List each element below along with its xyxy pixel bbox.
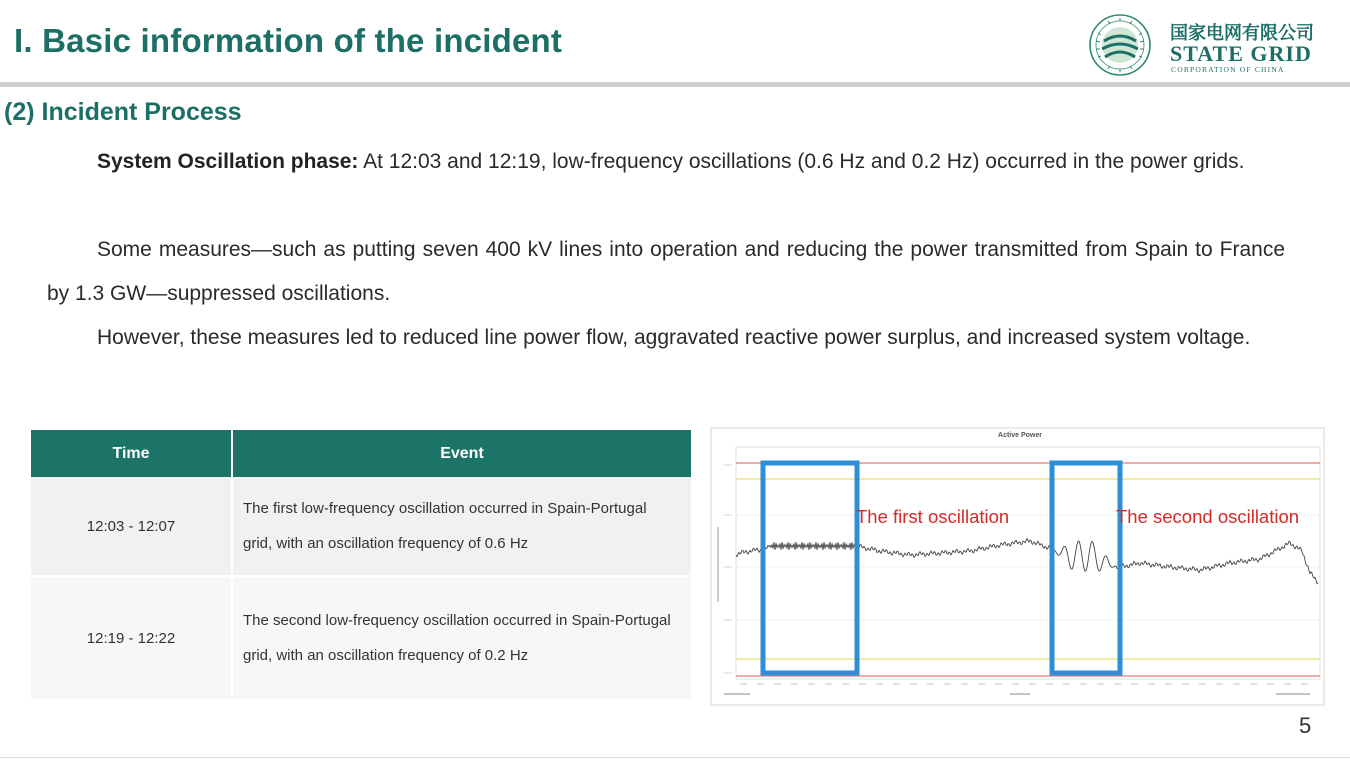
- paragraph-body: At 12:03 and 12:19, low-frequency oscillations (0.6 Hz and 0.2 Hz) occurred in the power grids.: [358, 150, 1245, 173]
- time-cell: 12:03 - 12:07: [31, 477, 232, 576]
- first-oscillation-label: The first oscillation: [856, 506, 1010, 527]
- title-divider: [0, 82, 1350, 87]
- event-table: [31, 430, 691, 699]
- state-grid-globe-icon: [1088, 13, 1152, 77]
- time-cell: 12:19 - 12:22: [31, 576, 232, 699]
- section-heading: (2) Incident Process: [4, 98, 242, 126]
- table-row: [31, 576, 691, 699]
- plot-area: [736, 447, 1320, 679]
- slide-title: I. Basic information of the incident: [14, 22, 563, 59]
- table-row: [31, 477, 691, 576]
- paragraph-lead-in: System Oscillation phase:: [97, 150, 359, 173]
- event-cell: The second low-frequency oscillation occurred in Spain-Portugal grid, with an oscillation frequency of 0.2 Hz: [232, 576, 691, 699]
- paragraph-consequences: However, these measures led to reduced line power flow, aggravated reactive power surplus, and increased system voltage.: [97, 326, 1251, 349]
- active-power-chart: [710, 427, 1325, 707]
- column-header-event: Event: [232, 430, 691, 477]
- logo-en-name: STATE GRID: [1170, 41, 1312, 66]
- state-grid-logo: [1088, 13, 1338, 77]
- column-header-time: Time: [31, 430, 232, 477]
- paragraph-oscillation-phase: [47, 140, 1285, 184]
- paragraph-measures: Some measures—such as putting seven 400 kV lines into operation and reducing the power transmitted from Spain to France by 1.3 GW—suppressed oscillations.: [47, 238, 1285, 305]
- footer-divider: [0, 757, 1350, 758]
- second-oscillation-label: The second oscillation: [1116, 506, 1300, 527]
- page-number: 5: [1299, 713, 1312, 738]
- chart-title: Active Power: [998, 432, 1042, 439]
- logo-cn-name: 国家电网有限公司: [1170, 23, 1314, 43]
- table-header-row: [31, 430, 691, 477]
- event-cell: The first low-frequency oscillation occurred in Spain-Portugal grid, with an oscillation frequency of 0.6 Hz: [232, 477, 691, 576]
- logo-en-subtitle: CORPORATION OF CHINA: [1171, 65, 1285, 74]
